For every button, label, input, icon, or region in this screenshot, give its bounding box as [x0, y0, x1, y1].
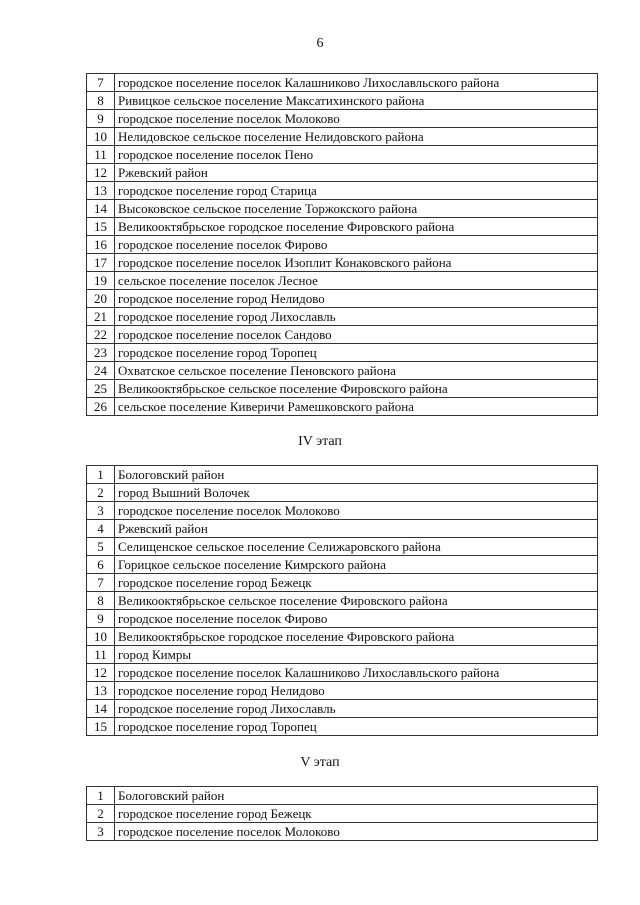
row-number: 5	[87, 538, 115, 556]
settlement-name: Бологовский район	[115, 787, 598, 805]
table-row	[87, 682, 598, 700]
table-row	[87, 380, 598, 398]
settlement-name: городское поселение город Торопец	[115, 718, 598, 736]
settlement-name: сельское поселение Киверичи Рамешковского района	[115, 398, 598, 416]
settlement-name: городское поселение город Бежецк	[115, 805, 598, 823]
settlement-name: городское поселение поселок Фирово	[115, 236, 598, 254]
table-row	[87, 236, 598, 254]
table-row	[87, 538, 598, 556]
row-number: 24	[87, 362, 115, 380]
stage-5-title: V этап	[300, 755, 340, 770]
row-number: 20	[87, 290, 115, 308]
settlement-name: городское поселение поселок Пено	[115, 146, 598, 164]
settlement-name: Ржевский район	[115, 520, 598, 538]
settlement-name: городское поселение город Лихославль	[115, 308, 598, 326]
settlement-name: городское поселение поселок Изоплит Конаковского района	[115, 254, 598, 272]
row-number: 6	[87, 556, 115, 574]
settlement-name: Горицкое сельское поселение Кимрского района	[115, 556, 598, 574]
table-row	[87, 182, 598, 200]
settlement-name: городское поселение поселок Сандово	[115, 326, 598, 344]
table-row	[87, 805, 598, 823]
table-row	[87, 362, 598, 380]
settlement-name: городское поселение город Бежецк	[115, 574, 598, 592]
table-row	[87, 344, 598, 362]
table-row	[87, 146, 598, 164]
table-row	[87, 290, 598, 308]
settlement-name: Великооктябрьское сельское поселение Фировского района	[115, 380, 598, 398]
table-row	[87, 128, 598, 146]
row-number: 9	[87, 610, 115, 628]
table-row	[87, 664, 598, 682]
settlement-name: городское поселение город Торопец	[115, 344, 598, 362]
settlement-name: Высоковское сельское поселение Торжокского района	[115, 200, 598, 218]
table-row	[87, 326, 598, 344]
row-number: 3	[87, 823, 115, 841]
row-number: 8	[87, 92, 115, 110]
table-row	[87, 787, 598, 805]
row-number: 14	[87, 700, 115, 718]
table-row	[87, 398, 598, 416]
table-row	[87, 700, 598, 718]
settlement-name: городское поселение поселок Молоково	[115, 502, 598, 520]
settlement-name: Бологовский район	[115, 466, 598, 484]
settlement-name: Нелидовское сельское поселение Нелидовского района	[115, 128, 598, 146]
table-row	[87, 466, 598, 484]
table-row	[87, 92, 598, 110]
settlement-name: Селищенское сельское поселение Селижаровского района	[115, 538, 598, 556]
table-row	[87, 574, 598, 592]
row-number: 19	[87, 272, 115, 290]
table-row	[87, 110, 598, 128]
table-row	[87, 502, 598, 520]
settlement-name: городское поселение поселок Калашниково Лихославльского района	[115, 664, 598, 682]
row-number: 4	[87, 520, 115, 538]
row-number: 2	[87, 484, 115, 502]
settlement-name: городское поселение поселок Фирово	[115, 610, 598, 628]
settlement-name: Великооктябрьское городское поселение Фировского района	[115, 628, 598, 646]
table-row	[87, 592, 598, 610]
row-number: 11	[87, 146, 115, 164]
row-number: 15	[87, 218, 115, 236]
row-number: 10	[87, 128, 115, 146]
settlement-name: Ривицкое сельское поселение Максатихинского района	[115, 92, 598, 110]
row-number: 1	[87, 466, 115, 484]
table-row	[87, 254, 598, 272]
row-number: 22	[87, 326, 115, 344]
settlement-table-stage-3-continued	[86, 73, 598, 416]
table-row	[87, 646, 598, 664]
settlement-table-stage-4	[86, 465, 598, 736]
row-number: 13	[87, 682, 115, 700]
row-number: 8	[87, 592, 115, 610]
row-number: 12	[87, 164, 115, 182]
row-number: 21	[87, 308, 115, 326]
settlement-name: город Кимры	[115, 646, 598, 664]
settlement-name: город Вышний Волочек	[115, 484, 598, 502]
row-number: 16	[87, 236, 115, 254]
table-row	[87, 218, 598, 236]
table-row	[87, 610, 598, 628]
page-number: 6	[316, 36, 324, 51]
settlement-name: городское поселение город Старица	[115, 182, 598, 200]
table-row	[87, 200, 598, 218]
row-number: 7	[87, 574, 115, 592]
table-row	[87, 520, 598, 538]
row-number: 10	[87, 628, 115, 646]
settlement-name: городское поселение город Лихославль	[115, 700, 598, 718]
table-row	[87, 74, 598, 92]
settlement-table-stage-5	[86, 786, 598, 841]
row-number: 13	[87, 182, 115, 200]
table-row	[87, 164, 598, 182]
row-number: 25	[87, 380, 115, 398]
row-number: 26	[87, 398, 115, 416]
settlement-name: Ржевский район	[115, 164, 598, 182]
row-number: 1	[87, 787, 115, 805]
row-number: 11	[87, 646, 115, 664]
table-row	[87, 718, 598, 736]
settlement-name: городское поселение поселок Молоково	[115, 110, 598, 128]
settlement-name: Великооктябрьское городское поселение Фировского района	[115, 218, 598, 236]
row-number: 9	[87, 110, 115, 128]
settlement-name: городское поселение город Нелидово	[115, 290, 598, 308]
table-row	[87, 308, 598, 326]
stage-4-title: IV этап	[298, 434, 342, 449]
row-number: 3	[87, 502, 115, 520]
row-number: 15	[87, 718, 115, 736]
row-number: 12	[87, 664, 115, 682]
row-number: 23	[87, 344, 115, 362]
settlement-name: городское поселение поселок Калашниково Лихославльского района	[115, 74, 598, 92]
settlement-name: городское поселение город Нелидово	[115, 682, 598, 700]
row-number: 7	[87, 74, 115, 92]
row-number: 2	[87, 805, 115, 823]
settlement-name: Охватское сельское поселение Пеновского района	[115, 362, 598, 380]
settlement-name: городское поселение поселок Молоково	[115, 823, 598, 841]
table-row	[87, 823, 598, 841]
settlement-name: сельское поселение поселок Лесное	[115, 272, 598, 290]
table-row	[87, 272, 598, 290]
row-number: 17	[87, 254, 115, 272]
table-row	[87, 556, 598, 574]
table-row	[87, 628, 598, 646]
row-number: 14	[87, 200, 115, 218]
table-row	[87, 484, 598, 502]
settlement-name: Великооктябрьское сельское поселение Фировского района	[115, 592, 598, 610]
